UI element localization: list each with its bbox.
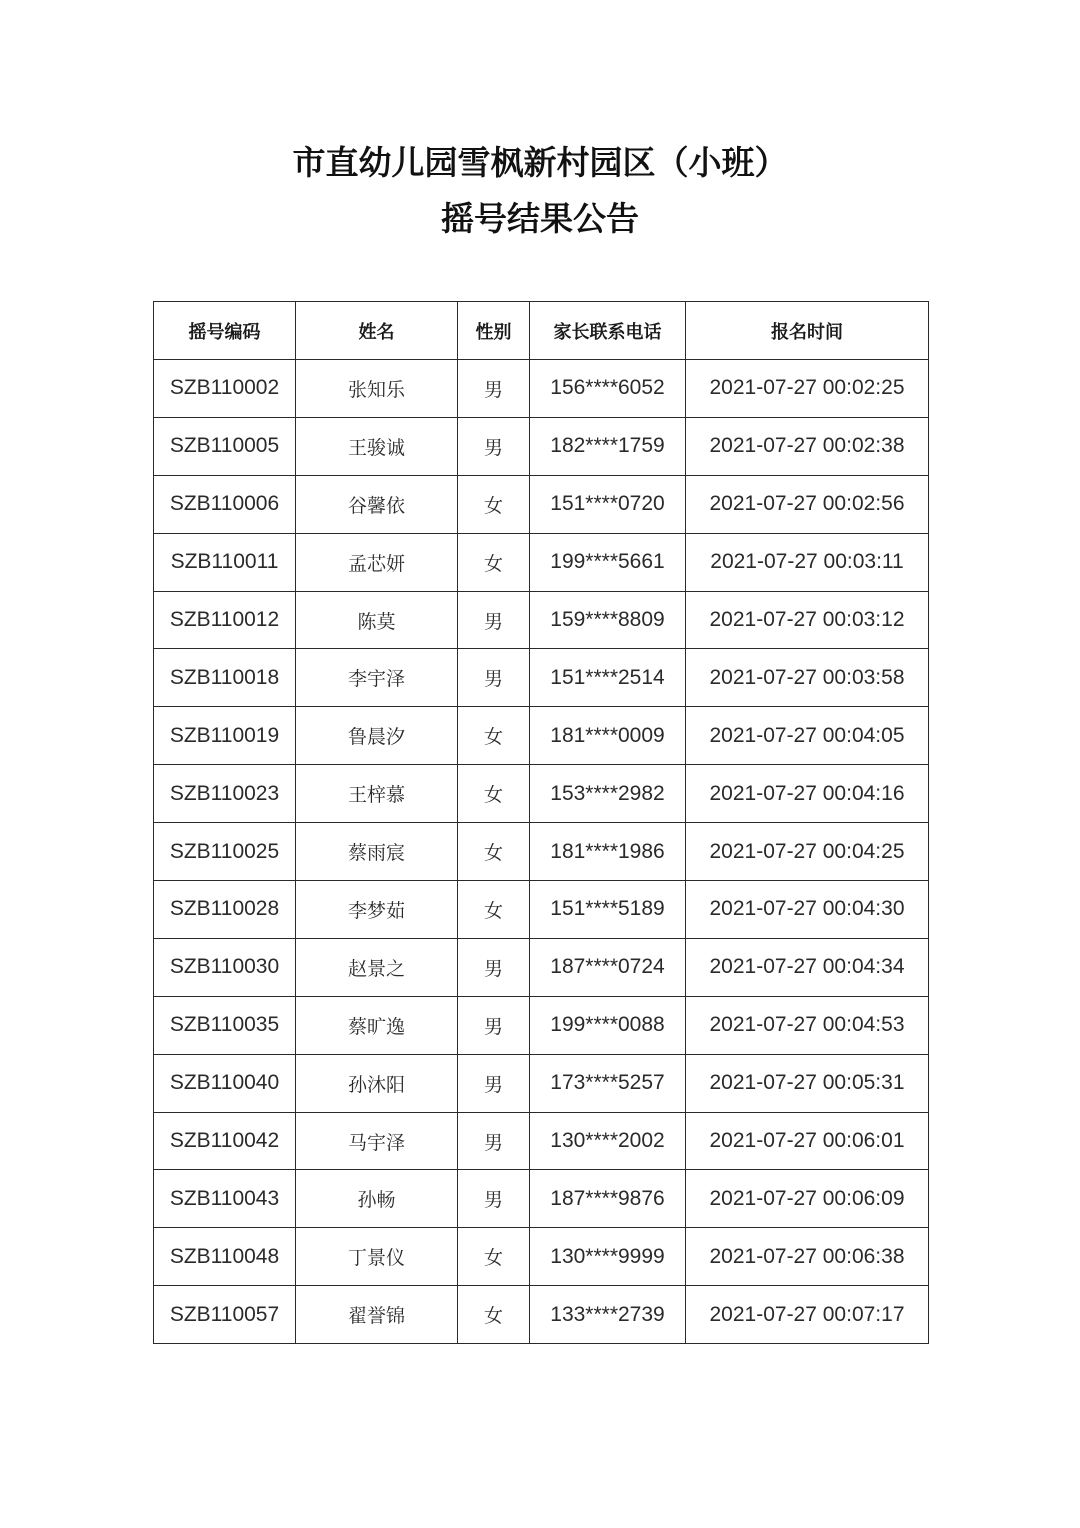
cell-name: 王骏诚 <box>296 417 458 475</box>
cell-gender: 男 <box>458 360 530 418</box>
table-row <box>154 1170 929 1228</box>
cell-name: 蔡雨宸 <box>296 823 458 881</box>
cell-lottery-code: SZB110019 <box>154 707 296 765</box>
header-name: 姓名 <box>296 302 458 360</box>
cell-gender: 女 <box>458 707 530 765</box>
table-row <box>154 1112 929 1170</box>
cell-parent-phone: 181****1986 <box>530 823 686 881</box>
header-gender: 性别 <box>458 302 530 360</box>
table-header-row <box>154 302 929 360</box>
cell-name: 翟誉锦 <box>296 1286 458 1344</box>
title-line-kindergarten: 市直幼儿园雪枫新村园区（小班） <box>292 143 788 182</box>
cell-parent-phone: 187****0724 <box>530 938 686 996</box>
title-line-announcement: 摇号结果公告 <box>441 199 639 238</box>
cell-gender: 男 <box>458 417 530 475</box>
cell-registration-time: 2021-07-27 00:06:01 <box>686 1112 929 1170</box>
cell-name: 蔡旷逸 <box>296 996 458 1054</box>
cell-gender: 女 <box>458 765 530 823</box>
table-row <box>154 707 929 765</box>
table-row <box>154 765 929 823</box>
cell-parent-phone: 199****5661 <box>530 533 686 591</box>
cell-registration-time: 2021-07-27 00:04:05 <box>686 707 929 765</box>
cell-gender: 男 <box>458 1112 530 1170</box>
cell-parent-phone: 181****0009 <box>530 707 686 765</box>
table-row <box>154 823 929 881</box>
cell-registration-time: 2021-07-27 00:04:53 <box>686 996 929 1054</box>
cell-lottery-code: SZB110011 <box>154 533 296 591</box>
cell-lottery-code: SZB110057 <box>154 1286 296 1344</box>
cell-gender: 女 <box>458 1228 530 1286</box>
table-row <box>154 417 929 475</box>
cell-registration-time: 2021-07-27 00:07:17 <box>686 1286 929 1344</box>
cell-parent-phone: 130****2002 <box>530 1112 686 1170</box>
lottery-results-table <box>153 301 929 1344</box>
cell-lottery-code: SZB110048 <box>154 1228 296 1286</box>
cell-name: 孙沐阳 <box>296 1054 458 1112</box>
cell-name: 张知乐 <box>296 360 458 418</box>
cell-parent-phone: 187****9876 <box>530 1170 686 1228</box>
table-row <box>154 360 929 418</box>
cell-parent-phone: 151****5189 <box>530 881 686 939</box>
table-row <box>154 649 929 707</box>
table-row <box>154 881 929 939</box>
cell-gender: 男 <box>458 1170 530 1228</box>
cell-lottery-code: SZB110042 <box>154 1112 296 1170</box>
cell-lottery-code: SZB110043 <box>154 1170 296 1228</box>
cell-lottery-code: SZB110035 <box>154 996 296 1054</box>
cell-name: 谷馨依 <box>296 475 458 533</box>
table-row <box>154 1054 929 1112</box>
cell-name: 马宇泽 <box>296 1112 458 1170</box>
cell-registration-time: 2021-07-27 00:02:38 <box>686 417 929 475</box>
cell-registration-time: 2021-07-27 00:04:16 <box>686 765 929 823</box>
cell-name: 李梦茹 <box>296 881 458 939</box>
cell-registration-time: 2021-07-27 00:04:25 <box>686 823 929 881</box>
cell-lottery-code: SZB110005 <box>154 417 296 475</box>
cell-gender: 女 <box>458 823 530 881</box>
cell-registration-time: 2021-07-27 00:03:58 <box>686 649 929 707</box>
table-row <box>154 475 929 533</box>
cell-name: 孙畅 <box>296 1170 458 1228</box>
cell-parent-phone: 133****2739 <box>530 1286 686 1344</box>
cell-gender: 男 <box>458 938 530 996</box>
cell-parent-phone: 156****6052 <box>530 360 686 418</box>
cell-gender: 男 <box>458 1054 530 1112</box>
cell-parent-phone: 173****5257 <box>530 1054 686 1112</box>
cell-name: 陈莫 <box>296 591 458 649</box>
table-row <box>154 1228 929 1286</box>
cell-parent-phone: 199****0088 <box>530 996 686 1054</box>
cell-registration-time: 2021-07-27 00:02:56 <box>686 475 929 533</box>
cell-name: 孟芯妍 <box>296 533 458 591</box>
cell-registration-time: 2021-07-27 00:02:25 <box>686 360 929 418</box>
cell-registration-time: 2021-07-27 00:05:31 <box>686 1054 929 1112</box>
cell-gender: 男 <box>458 996 530 1054</box>
cell-parent-phone: 153****2982 <box>530 765 686 823</box>
cell-registration-time: 2021-07-27 00:06:38 <box>686 1228 929 1286</box>
document-title <box>0 136 1080 246</box>
cell-lottery-code: SZB110006 <box>154 475 296 533</box>
cell-gender: 男 <box>458 649 530 707</box>
cell-lottery-code: SZB110018 <box>154 649 296 707</box>
cell-name: 李宇泽 <box>296 649 458 707</box>
cell-name: 丁景仪 <box>296 1228 458 1286</box>
cell-lottery-code: SZB110023 <box>154 765 296 823</box>
table-body <box>154 360 929 1344</box>
header-parent-phone: 家长联系电话 <box>530 302 686 360</box>
table-row <box>154 591 929 649</box>
cell-lottery-code: SZB110012 <box>154 591 296 649</box>
cell-parent-phone: 151****0720 <box>530 475 686 533</box>
table-row <box>154 533 929 591</box>
cell-name: 赵景之 <box>296 938 458 996</box>
cell-parent-phone: 130****9999 <box>530 1228 686 1286</box>
cell-lottery-code: SZB110030 <box>154 938 296 996</box>
table-row <box>154 1286 929 1344</box>
cell-registration-time: 2021-07-27 00:04:30 <box>686 881 929 939</box>
cell-gender: 女 <box>458 475 530 533</box>
cell-gender: 女 <box>458 881 530 939</box>
cell-parent-phone: 151****2514 <box>530 649 686 707</box>
cell-registration-time: 2021-07-27 00:03:11 <box>686 533 929 591</box>
cell-parent-phone: 182****1759 <box>530 417 686 475</box>
header-lottery-code: 摇号编码 <box>154 302 296 360</box>
cell-gender: 女 <box>458 533 530 591</box>
table-row <box>154 938 929 996</box>
cell-lottery-code: SZB110040 <box>154 1054 296 1112</box>
cell-name: 鲁晨汐 <box>296 707 458 765</box>
cell-registration-time: 2021-07-27 00:03:12 <box>686 591 929 649</box>
cell-registration-time: 2021-07-27 00:04:34 <box>686 938 929 996</box>
cell-gender: 女 <box>458 1286 530 1344</box>
cell-parent-phone: 159****8809 <box>530 591 686 649</box>
cell-registration-time: 2021-07-27 00:06:09 <box>686 1170 929 1228</box>
cell-lottery-code: SZB110025 <box>154 823 296 881</box>
cell-lottery-code: SZB110028 <box>154 881 296 939</box>
cell-lottery-code: SZB110002 <box>154 360 296 418</box>
header-registration-time: 报名时间 <box>686 302 929 360</box>
cell-name: 王梓慕 <box>296 765 458 823</box>
cell-gender: 男 <box>458 591 530 649</box>
table-row <box>154 996 929 1054</box>
